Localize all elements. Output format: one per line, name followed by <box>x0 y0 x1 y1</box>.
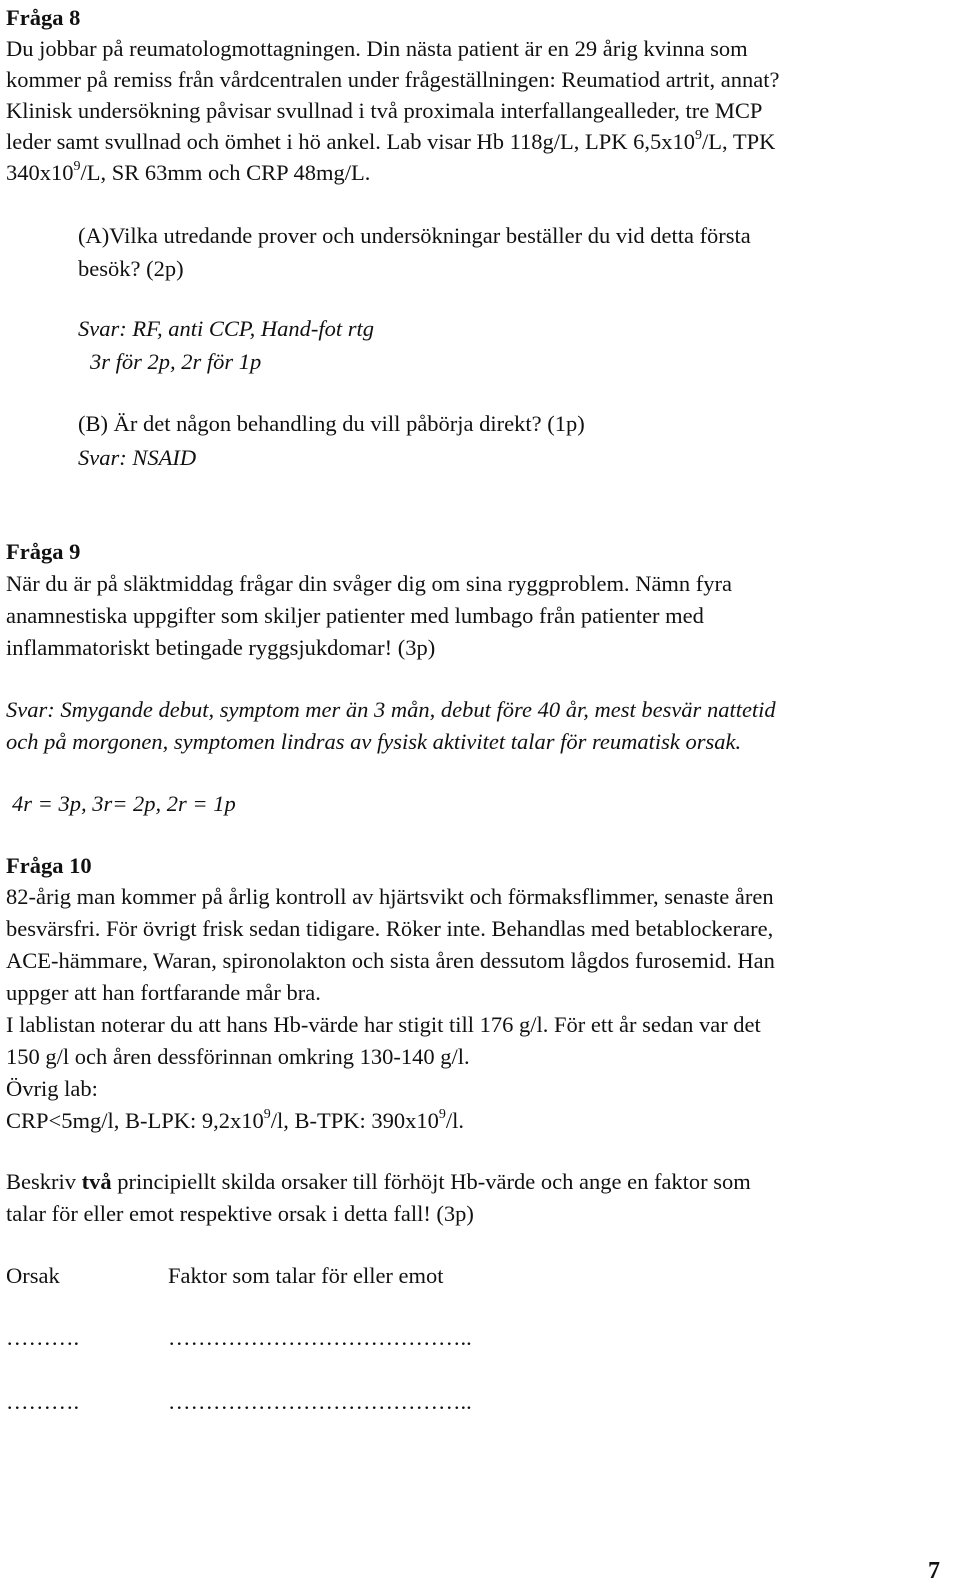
q8-line5 <box>6 157 370 189</box>
q9-line3: inflammatoriskt betingade ryggsjukdomar! (3p) <box>6 635 436 660</box>
q9-answer-line1: Svar: Smygande debut, symptom mer än 3 mån, debut före 40 år, mest besvär nattetid <box>6 697 776 722</box>
q8-line4 <box>6 126 775 158</box>
q8b-question: (B) Är det någon behandling du vill påbörja direkt? (1p) <box>78 411 585 436</box>
q10-task-emphasis: två <box>81 1169 112 1194</box>
answer-blank-faktor-1[interactable]: ………………………………….. <box>168 1325 472 1350</box>
answer-blank-faktor-2[interactable]: ………………………………….. <box>168 1389 472 1414</box>
q10-line8b: /l, B-TPK: 390x10 <box>270 1108 439 1133</box>
q10-line4: uppger att han fortfarande mår bra. <box>6 980 321 1005</box>
q8-line4b: /L, TPK <box>702 129 776 154</box>
q8-line5b: /L, SR 63mm och CRP 48mg/L. <box>80 160 371 185</box>
q10-task1a: Beskriv <box>6 1169 82 1194</box>
q10-line7: Övrig lab: <box>6 1076 98 1101</box>
page-number: 7 <box>928 1558 940 1584</box>
q10-line8a: CRP<5mg/l, B-LPK: 9,2x10 <box>6 1108 264 1133</box>
answer-blank-orsak-2[interactable]: ………. <box>6 1389 80 1414</box>
q9-points: 4r = 3p, 3r= 2p, 2r = 1p <box>12 791 236 816</box>
q8a-question-line1: (A)Vilka utredande prover och undersökningar beställer du vid detta första <box>78 223 751 248</box>
q10-exp1: 9 <box>263 1106 271 1122</box>
q9-line1: När du är på släktmiddag frågar din svåger dig om sina ryggproblem. Nämn fyra <box>6 571 733 596</box>
q8-title: Fråga 8 <box>6 5 81 30</box>
q8-line2: kommer på remiss från vårdcentralen under frågeställningen: Reumatiod artrit, annat? <box>6 67 780 92</box>
q10-line8c: /l. <box>445 1108 465 1133</box>
q10-title: Fråga 10 <box>6 853 92 878</box>
q8a-question-line2: besök? (2p) <box>78 256 184 281</box>
q8a-points: 3r för 2p, 2r för 1p <box>90 349 262 374</box>
q10-column-faktor: Faktor som talar för eller emot <box>168 1263 444 1288</box>
q8-line4a: leder samt svullnad och ömhet i hö ankel. Lab visar Hb 118g/L, LPK 6,5x10 <box>6 129 696 154</box>
q10-line2: besvärsfri. För övrigt frisk sedan tidigare. Röker inte. Behandlas med betablockerare, <box>6 916 774 941</box>
q8-line3: Klinisk undersökning påvisar svullnad i två proximala interfallangealleder, tre MCP <box>6 98 763 123</box>
q10-exp2: 9 <box>438 1106 446 1122</box>
q8-exp2: 9 <box>73 158 81 174</box>
q9-answer-line2: och på morgonen, symptomen lindras av fysisk aktivitet talar för reumatisk orsak. <box>6 729 742 754</box>
q10-task1c: principiellt skilda orsaker till förhöjt Hb-värde och ange en faktor som <box>111 1169 751 1194</box>
q8-line1: Du jobbar på reumatologmottagningen. Din nästa patient är en 29 årig kvinna som <box>6 36 748 61</box>
q10-column-orsak: Orsak <box>6 1263 60 1288</box>
q8-exp1: 9 <box>695 127 703 143</box>
q10-task-line1 <box>6 1166 751 1198</box>
q10-line1: 82-årig man kommer på årlig kontroll av hjärtsvikt och förmaksflimmer, senaste åren <box>6 884 774 909</box>
q10-task-line2: talar för eller emot respektive orsak i detta fall! (3p) <box>6 1201 474 1226</box>
q9-title: Fråga 9 <box>6 539 81 564</box>
q10-line5: I lablistan noterar du att hans Hb-värde har stigit till 176 g/l. För ett år sedan var det <box>6 1012 761 1037</box>
q10-line3: ACE-hämmare, Waran, spironolakton och sista åren dessutom lågdos furosemid. Han <box>6 948 775 973</box>
q8-line5a: 340x10 <box>6 160 74 185</box>
q10-line8 <box>6 1105 464 1137</box>
q8a-answer: Svar: RF, anti CCP, Hand-fot rtg <box>78 316 375 341</box>
answer-blank-orsak-1[interactable]: ………. <box>6 1325 80 1350</box>
q8b-answer: Svar: NSAID <box>78 445 197 470</box>
q10-line6: 150 g/l och åren dessförinnan omkring 130-140 g/l. <box>6 1044 470 1069</box>
q9-line2: anamnestiska uppgifter som skiljer patienter med lumbago från patienter med <box>6 603 704 628</box>
